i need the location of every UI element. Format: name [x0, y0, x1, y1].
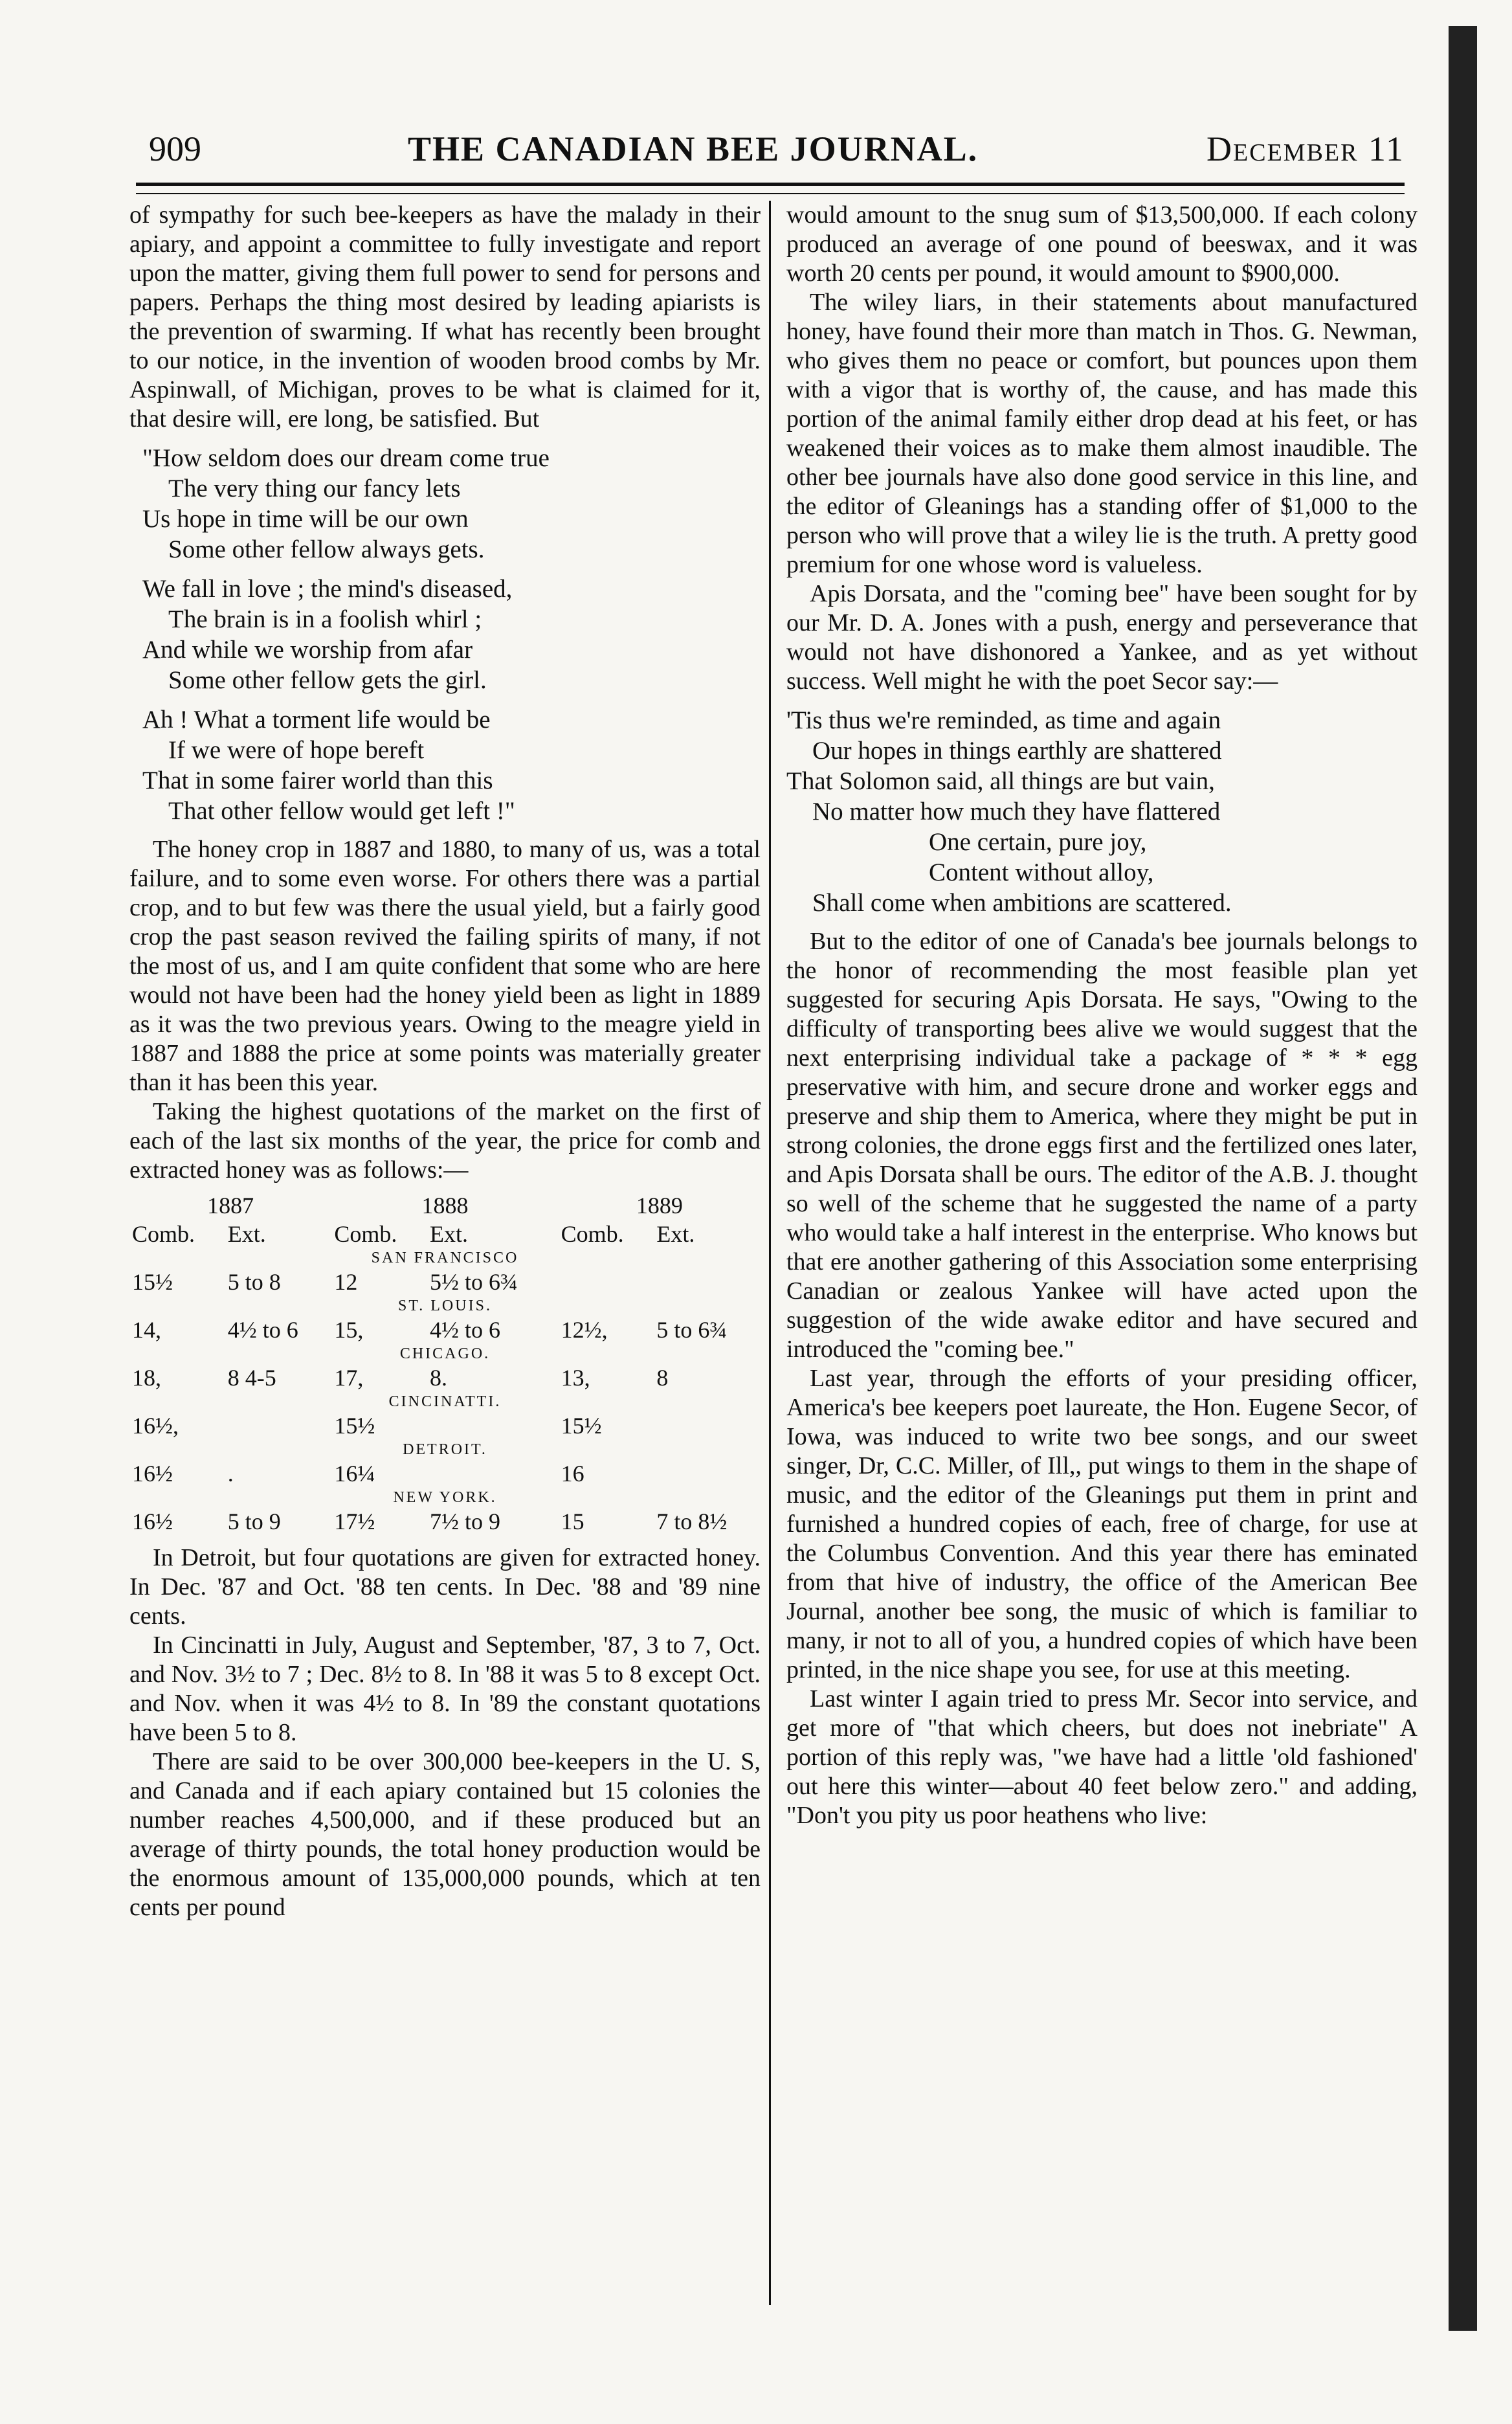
city-name: DETROIT. [403, 1441, 487, 1458]
page-header [136, 123, 1405, 175]
table-cell [427, 1411, 559, 1440]
table-cell: 5½ to 6¾ [430, 1269, 518, 1295]
table-cell: 15½ [561, 1413, 602, 1439]
table-cell: 16½, [132, 1413, 179, 1439]
poem-line: Some other fellow always gets. [168, 535, 485, 563]
paragraph: In Detroit, but four quotations are given for extracted honey. In Dec. '87 and Oct. '88 ten cents. In Dec. '88 and '89 nine cents. [129, 1544, 761, 1630]
paragraph: would amount to the snug sum of $13,500,000. If each colony produced an average of one pound of beeswax, and it was worth 20 cents per pound, it would amount to $900,000. [786, 201, 1418, 287]
city-name: SAN FRANCISCO [371, 1250, 519, 1266]
table-row [129, 1268, 761, 1296]
table-cell: 7½ to 9 [430, 1509, 501, 1534]
table-row [129, 1507, 761, 1536]
table-cell: 5 to 9 [227, 1509, 281, 1534]
table-cell: 17½ [334, 1509, 375, 1534]
header-rule-thick [136, 183, 1405, 186]
table-cell: 12 [334, 1269, 358, 1295]
table-cell [559, 1268, 654, 1296]
table-row [129, 1459, 761, 1488]
column-divider [769, 201, 771, 2305]
poem-line: No matter how much they have flattered [812, 798, 1221, 825]
paragraph: In Cincinatti in July, August and September, '87, 3 to 7, Oct. and Nov. 3½ to 7 ; Dec. 8½ to 8. In '88 it was 5 to 8 except Oct. and Nov. when it was 4½ to 8. In '89 the constant quotations have been 5 to 8. [129, 1632, 761, 1746]
table-cell: 17, [334, 1365, 364, 1391]
poem-line: Ah ! What a torment life would be [142, 706, 491, 734]
poem-stanza [129, 704, 761, 826]
year-header: 1888 [421, 1193, 469, 1218]
table-cell: 16½ [132, 1509, 173, 1534]
paragraph: But to the editor of one of Canada's bee journals belongs to the honor of recommending the most feasible plan yet suggested for securing Apis Dorsata. He says, "Owing to the difficulty of transporting bees alive we would suggest that the next enterprising individual take a package of * * * egg preservative with him, and secure drone and worker eggs and preserve and ship them to America, where they might be put in strong colonies, the drone eggs first and the fertilized ones later, and Apis Dorsata shall be ours. The editor of the A.B. J. thought so well of the scheme that he suggested the name of a party who would take a half interest in the enterprise. Who knows but that ere another gathering of this Association some enterprising Canadian or zealous Yankee will have acted upon the suggestion of the wide awake editor and have secured and introduced the "coming bee." [786, 928, 1418, 1363]
poem-stanza [129, 443, 761, 565]
table-row [129, 1364, 761, 1392]
table-cell: 8 4-5 [227, 1365, 276, 1391]
city-row [129, 1488, 761, 1507]
poem-line: That Solomon said, all things are but vain, [786, 767, 1215, 795]
city-row [129, 1344, 761, 1364]
poem-dream [129, 443, 761, 826]
poem-line: Some other fellow gets the girl. [168, 666, 487, 694]
poem-line: Shall come when ambitions are scattered. [812, 889, 1232, 917]
city-name: CINCINATTI. [388, 1393, 502, 1410]
table-subhead-row [129, 1220, 761, 1248]
table-year-row [129, 1191, 761, 1220]
column-header: Ext. [656, 1221, 695, 1247]
right-column [786, 201, 1418, 1830]
poem-line: Our hopes in things earthly are shattered [812, 737, 1222, 765]
page-edge-shadow [1449, 26, 1477, 2331]
table-cell [654, 1268, 761, 1296]
table-cell [427, 1459, 559, 1488]
city-name: NEW YORK. [393, 1489, 497, 1506]
poem-line: "How seldom does our dream come true [142, 444, 550, 472]
page-number: 909 [149, 129, 201, 168]
paragraph: The honey crop in 1887 and 1880, to many of us, was a total failure, and to some even worse. For others there was a partial crop, and to but few was there the usual yield, but a fairly good crop the past season revived the failing spirits of many, if not the most of us, and I am quite confident that some who are here would not have been had the honey yield been as light in 1889 as it was the two previous years. Owing to the meagre yield in 1887 and 1888 the price at some points was materially greater than it has been this year. [129, 836, 761, 1096]
table-cell [654, 1411, 761, 1440]
city-row [129, 1392, 761, 1411]
table-cell: 8 [656, 1365, 669, 1391]
table-cell [225, 1411, 332, 1440]
year-header: 1889 [636, 1193, 683, 1218]
table-cell: 13, [561, 1365, 590, 1391]
paragraph: Last winter I again tried to press Mr. Secor into service, and get more of "that which cheers, but does not inebriate" A portion of this reply was, "we have had a little 'old fashioned' out here this winter—about 40 feet below zero." and adding, "Don't you pity us poor heathens who live: [786, 1685, 1418, 1829]
table-cell: 16¼ [334, 1461, 375, 1487]
paragraph: Taking the highest quotations of the market on the first of each of the last six months of the year, the price for comb and extracted honey was as follows:— [129, 1098, 761, 1184]
table-cell: 16 [561, 1461, 584, 1487]
poem-line: The brain is in a foolish whirl ; [168, 605, 482, 633]
table-cell: 12½, [561, 1317, 608, 1343]
city-row [129, 1296, 761, 1316]
table-cell: 16½ [132, 1461, 173, 1487]
paragraph: of sympathy for such bee-keepers as have the malady in their apiary, and appoint a committee to fully investigate and report upon the matter, giving them full power to send for persons and papers. Perhaps the thing most desired by leading apiarists is the prevention of swarming. If what has recently been brought to our notice, in the invention of wooden brood combs by Mr. Aspinwall, of Michigan, proves to be what is claimed for it, that desire will, ere long, be satisfied. But [129, 201, 761, 432]
city-row [129, 1440, 761, 1459]
poem-line: And while we worship from afar [142, 636, 473, 664]
poem-line: We fall in love ; the mind's diseased, [142, 575, 513, 603]
honey-price-table [129, 1191, 761, 1536]
poem-stanza [129, 574, 761, 695]
left-column [129, 201, 761, 1922]
table-cell: 4½ to 6 [227, 1317, 298, 1343]
poem-line: Us hope in time will be our own [142, 505, 469, 533]
table-cell: . [227, 1461, 234, 1487]
poem-line: The very thing our fancy lets [168, 475, 461, 502]
paragraph: Last year, through the efforts of your presiding officer, America's bee keepers poet laureate, the Hon. Eugene Secor, of Iowa, was induced to write two bee songs, and our sweet singer, Dr, C.C. Miller, of Ill,, put wings to them in the shape of music, and the editor of the Gleanings put them in print and furnished a hundred copies of each, free of charge, for use at the Columbus Convention. And this year there has eminated from that hive of industry, the office of the American Bee Journal, another bee song, the music of which is familiar to many, ir not to all of you, a hundred copies of which have been printed, in the nice shape you see, for use at this meeting. [786, 1365, 1418, 1683]
table-cell: 7 to 8½ [656, 1509, 728, 1534]
table-row [129, 1316, 761, 1344]
table-cell: 5 to 8 [227, 1269, 281, 1295]
table-cell: 15 [561, 1509, 584, 1534]
poem-secor [786, 705, 1418, 918]
poem-line: Content without alloy, [929, 858, 1154, 886]
table-cell: 14, [132, 1317, 161, 1343]
table-row [129, 1411, 761, 1440]
table-cell [654, 1459, 761, 1488]
table-cell: 5 to 6¾ [656, 1317, 728, 1343]
year-header: 1887 [207, 1193, 254, 1218]
paragraph: There are said to be over 300,000 bee-keepers in the U. S, and Canada and if each apiary contained but 15 colonies the number reaches 4,500,000, and if these produced but an average of thirty pounds, the total honey production would be the enormous amount of 135,000,000 pounds, which at ten cents per pound [129, 1748, 761, 1921]
issue-date: December 11 [1206, 129, 1405, 168]
poem-line: That in some fairer world than this [142, 767, 493, 794]
poem-line: One certain, pure joy, [929, 828, 1147, 856]
table-cell: 15½ [132, 1269, 173, 1295]
table-cell: 4½ to 6 [430, 1317, 501, 1343]
column-header: Ext. [227, 1221, 266, 1247]
poem-line: That other fellow would get left !" [168, 797, 515, 825]
journal-title: THE CANADIAN BEE JOURNAL. [408, 129, 979, 168]
column-header: Comb. [561, 1221, 624, 1247]
column-header: Ext. [430, 1221, 469, 1247]
column-header: Comb. [334, 1221, 397, 1247]
city-row [129, 1248, 761, 1268]
paragraph: Apis Dorsata, and the "coming bee" have been sought for by our Mr. D. A. Jones with a push, energy and perseverance that would not have dishonored a Yankee, and as yet without success. Well might he with the poet Secor say:— [786, 580, 1418, 695]
column-header: Comb. [132, 1221, 195, 1247]
table-cell: 15½ [334, 1413, 375, 1439]
table-cell: 8. [430, 1365, 448, 1391]
poem-line: 'Tis thus we're reminded, as time and again [786, 706, 1221, 734]
city-name: CHICAGO. [399, 1345, 491, 1362]
table-cell: 15, [334, 1317, 364, 1343]
table-cell: 18, [132, 1365, 161, 1391]
header-rule-thin [136, 193, 1405, 194]
paragraph: The wiley liars, in their statements about manufactured honey, have found their more than match in Thos. G. Newman, who gives them no peace or comfort, but pounces upon them with a vigor that is worthy of, the cause, and has made this portion of the animal family either drop dead at his feet, or has weakened their voices as to make them almost inaudible. The other bee journals have also done good service in this line, and the editor of Gleanings has a standing offer of $1,000 to the person who will prove that a wiley lie is the truth. A pretty good premium for one whose word is valueless. [786, 289, 1418, 578]
city-name: ST. LOUIS. [398, 1297, 492, 1314]
poem-line: If we were of hope bereft [168, 736, 425, 764]
